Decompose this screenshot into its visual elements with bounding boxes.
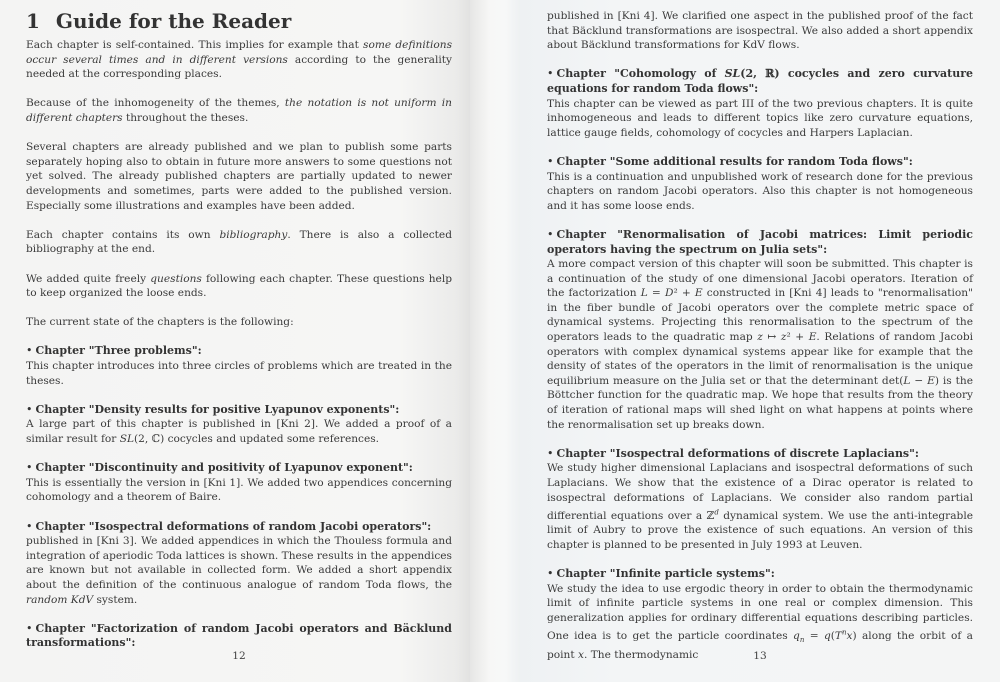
- chapter-description: [547, 462, 973, 551]
- chapter-title-text: SL: [724, 67, 741, 81]
- bullet-icon: •: [547, 227, 554, 241]
- text-run: This chapter can be viewed as part III of the two previous chapters. It is quite inhomogeneous and leads to different topics like zero curvature equations, lattice gauge fields, cohomology of cocycles and Harpers Laplacian.: [547, 97, 973, 139]
- right-page-content: [547, 9, 973, 677]
- paragraph: [26, 38, 452, 82]
- text-run: ) along the orbit of a point: [547, 630, 973, 661]
- chapter-title: [547, 67, 973, 96]
- paragraph: [26, 228, 452, 257]
- chapter-title: [26, 622, 452, 651]
- chapter-title-text: Chapter "Isospectral deformations of random Jacobi operators":: [35, 519, 432, 533]
- chapter-list: [26, 344, 452, 650]
- chapter-entry: [26, 344, 452, 388]
- text-run: dynamical system. We use the anti-integrable limit of Aubry to prove the existence of such equations. An version of this chapter is planned to be presented in July 1993 at Leuven.: [547, 509, 973, 551]
- chapter-entry: [547, 567, 973, 662]
- section-title: Guide for the Reader: [55, 9, 292, 33]
- text-run: bibliography: [219, 228, 288, 241]
- text-run: . Relations of random Jacobi operators with complex dynamical systems appear like for example that the density of states of the operators in the limit of renormalisation is the unique equilibrium measure on the Julia set or that the determinant det(: [547, 331, 973, 387]
- text-run: d: [714, 508, 719, 517]
- text-run: n: [841, 628, 847, 637]
- text-run: some definitions occur several times and in different versions: [26, 39, 453, 66]
- text-run: following each chapter. These questions help to keep organized the loose ends.: [26, 272, 452, 300]
- chapter-entry: [26, 403, 452, 447]
- chapter-title: [547, 447, 973, 462]
- text-run: x: [846, 630, 853, 642]
- chapter-title: [26, 344, 452, 359]
- text-run: the notation is not uniform in different chapters: [26, 97, 452, 124]
- chapter-description: [547, 171, 973, 212]
- chapter-description: [547, 98, 973, 139]
- text-run: A more compact version of this chapter will soon be submitted. This chapter is a continuation of the study of one dimensional Jacobi operators. Iteration of the factorization: [547, 258, 973, 300]
- chapter-description: [547, 583, 973, 661]
- chapter-title: [547, 155, 973, 170]
- text-run: questions: [150, 272, 202, 285]
- chapter-entry: [26, 520, 452, 608]
- text-run: x: [578, 648, 584, 661]
- text-run: ↦: [762, 331, 781, 344]
- bullet-icon: •: [26, 402, 33, 416]
- text-run: according to the generality needed at the corresponding places.: [26, 53, 452, 81]
- chapter-list: [547, 67, 973, 662]
- chapter-title-text: Chapter "Isospectral deformations of discrete Laplacians":: [556, 446, 919, 460]
- chapter-description: [26, 360, 452, 387]
- chapter-title-text: (2, ℝ) cocycles and zero curvature equations for random Toda flows":: [547, 67, 973, 95]
- text-run: E: [927, 374, 935, 387]
- continuation-paragraph: [547, 9, 973, 53]
- chapter-entry: [547, 155, 973, 213]
- text-run: ² +: [673, 287, 695, 300]
- text-run: q: [793, 630, 800, 642]
- text-run: This chapter introduces into three circles of problems which are treated in the theses.: [26, 360, 452, 387]
- text-run: −: [910, 374, 928, 387]
- paragraph: [26, 96, 452, 125]
- chapter-title-text: Chapter "Renormalisation of Jacobi matrices: Limit periodic operators having the spectrum on Julia sets":: [547, 227, 973, 256]
- chapter-title-text: Chapter "Some additional results for random Toda flows":: [556, 154, 913, 168]
- bullet-icon: •: [547, 567, 554, 581]
- text-run: This is essentially the version in [Kni 1]. We added two appendices concerning cohomology and a theorem of Baire.: [26, 476, 452, 504]
- chapter-entry: [547, 447, 973, 553]
- chapter-title-text: Chapter "Cohomology of: [556, 67, 725, 81]
- text-run: =: [804, 630, 824, 642]
- text-run: E: [694, 287, 703, 300]
- paragraph: [26, 272, 452, 301]
- book-gutter: [470, 0, 520, 682]
- chapter-description: [26, 477, 452, 504]
- bullet-icon: •: [547, 154, 554, 168]
- text-run: =: [647, 287, 665, 300]
- page-number: 12: [232, 650, 246, 662]
- bullet-icon: •: [26, 344, 33, 358]
- text-run: L: [640, 287, 648, 300]
- text-run: A large part of this chapter is published in [Kni 2]. We added a proof of a similar result for: [26, 418, 452, 446]
- text-run: We study higher dimensional Laplacians and isospectral deformations of such Laplacians. We show that the existence of a Dirac operator is related to isospectral deformations of Laplacians. We consider also random partial differential equations over a ℤ: [547, 462, 973, 522]
- text-run: ) is the Böttcher function for the quadratic map. We hope that results from the theory of iteration of rational maps will shed light on what happens at points where the renormalisation set up breaks down.: [547, 374, 973, 431]
- bullet-icon: •: [547, 446, 554, 460]
- paragraph: [26, 140, 452, 213]
- text-run: Each chapter contains its own: [26, 228, 220, 241]
- page-number: 13: [753, 650, 767, 662]
- text-run: ² +: [786, 331, 809, 344]
- bullet-icon: •: [26, 621, 33, 635]
- text-run: . There is also a collected bibliography at the end.: [26, 228, 452, 256]
- chapter-title: [26, 461, 452, 476]
- chapter-entry: [547, 67, 973, 140]
- text-run: random KdV: [26, 593, 94, 606]
- text-run: . The thermodynamic: [583, 648, 699, 661]
- text-run: SL: [119, 433, 135, 446]
- text-run: T: [834, 630, 842, 642]
- text-run: published in [Kni 4]. We clarified one aspect in the published proof of the fact that Bäcklund transformations are isospectral. We also added a short appendix about Bäcklund transformations for KdV flows.: [547, 10, 973, 52]
- chapter-title: [547, 228, 973, 257]
- chapter-entry: [26, 461, 452, 505]
- text-run: Several chapters are already published and we plan to publish some parts separately hoping also to obtain in future more answers to some questions not yet solved. The already published chapters are partially updated to newer developments and sometimes, parts were added to the published version. Especially some illustrations and examples have been added.: [26, 141, 452, 212]
- text-run: The current state of the chapters is the following:: [26, 316, 294, 329]
- paragraph: [26, 315, 452, 330]
- bullet-icon: •: [26, 461, 33, 475]
- chapter-title-text: Chapter "Factorization of random Jacobi operators and Bäcklund transformations":: [26, 621, 452, 650]
- bullet-icon: •: [547, 67, 554, 81]
- text-run: q: [823, 630, 831, 642]
- left-page-content: [26, 8, 452, 666]
- chapter-title-text: Chapter "Three problems":: [35, 344, 202, 358]
- text-run: constructed in [Kni 4] leads to "renormalisation" in the fiber bundle of Jacobi operators over the complete metric space of dynamical systems. Projecting this renormalisation to the spectrum of the operators leads to the quadratic map: [547, 287, 973, 344]
- text-run: z: [780, 331, 787, 344]
- text-run: z: [757, 331, 763, 344]
- intro-paragraphs: [26, 38, 452, 330]
- chapter-description: [26, 418, 452, 445]
- chapter-title: [26, 520, 452, 535]
- text-run: Because of the inhomogeneity of the themes,: [26, 97, 285, 110]
- text-run: D: [664, 287, 674, 300]
- text-run: (: [830, 630, 835, 642]
- text-run: system.: [93, 593, 138, 606]
- left-page: [0, 0, 470, 682]
- text-run: E: [808, 331, 817, 344]
- text-run: published in [Kni 3]. We added appendices in which the Thouless formula and integration of aperiodic Toda lattices is shown. These results in the appendices are known but not available in collected form. We added a short appendix about the definition of the continuous analogue of random Toda flows, the: [26, 535, 452, 591]
- text-run: throughout the theses.: [122, 111, 249, 124]
- text-run: (2, ℂ) cocycles and updated some references.: [134, 433, 380, 446]
- chapter-title: [26, 403, 452, 418]
- text-run: Each chapter is self-contained. This implies for example that: [26, 39, 364, 51]
- text-run: L: [903, 374, 911, 387]
- chapter-description: [547, 258, 973, 431]
- chapter-entry: [547, 228, 973, 432]
- section-number: 1: [26, 9, 40, 33]
- text-run: This is a continuation and unpublished work of research done for the previous chapters on random Jacobi operators. Also this chapter is not homogeneous and it has some loose ends.: [547, 170, 973, 212]
- bullet-icon: •: [26, 519, 33, 533]
- chapter-entry: [26, 622, 452, 651]
- chapter-title-text: Chapter "Density results for positive Lyapunov exponents":: [35, 402, 400, 416]
- section-heading: [26, 8, 452, 34]
- text-run: We added quite freely: [26, 272, 151, 285]
- right-page: [520, 0, 1000, 682]
- chapter-title-text: Chapter "Discontinuity and positivity of Lyapunov exponent":: [35, 461, 413, 475]
- text-run: We study the idea to use ergodic theory in order to obtain the thermodynamic limit of infinite particle systems in one real or complex dimension. This generalization applies for ordinary differential equations describing particles. One idea is to get the particle coordinates: [547, 582, 973, 642]
- chapter-description: [26, 535, 452, 605]
- chapter-title: [547, 567, 973, 582]
- text-run: n: [799, 636, 805, 645]
- chapter-title-text: Chapter "Infinite particle systems":: [556, 567, 775, 581]
